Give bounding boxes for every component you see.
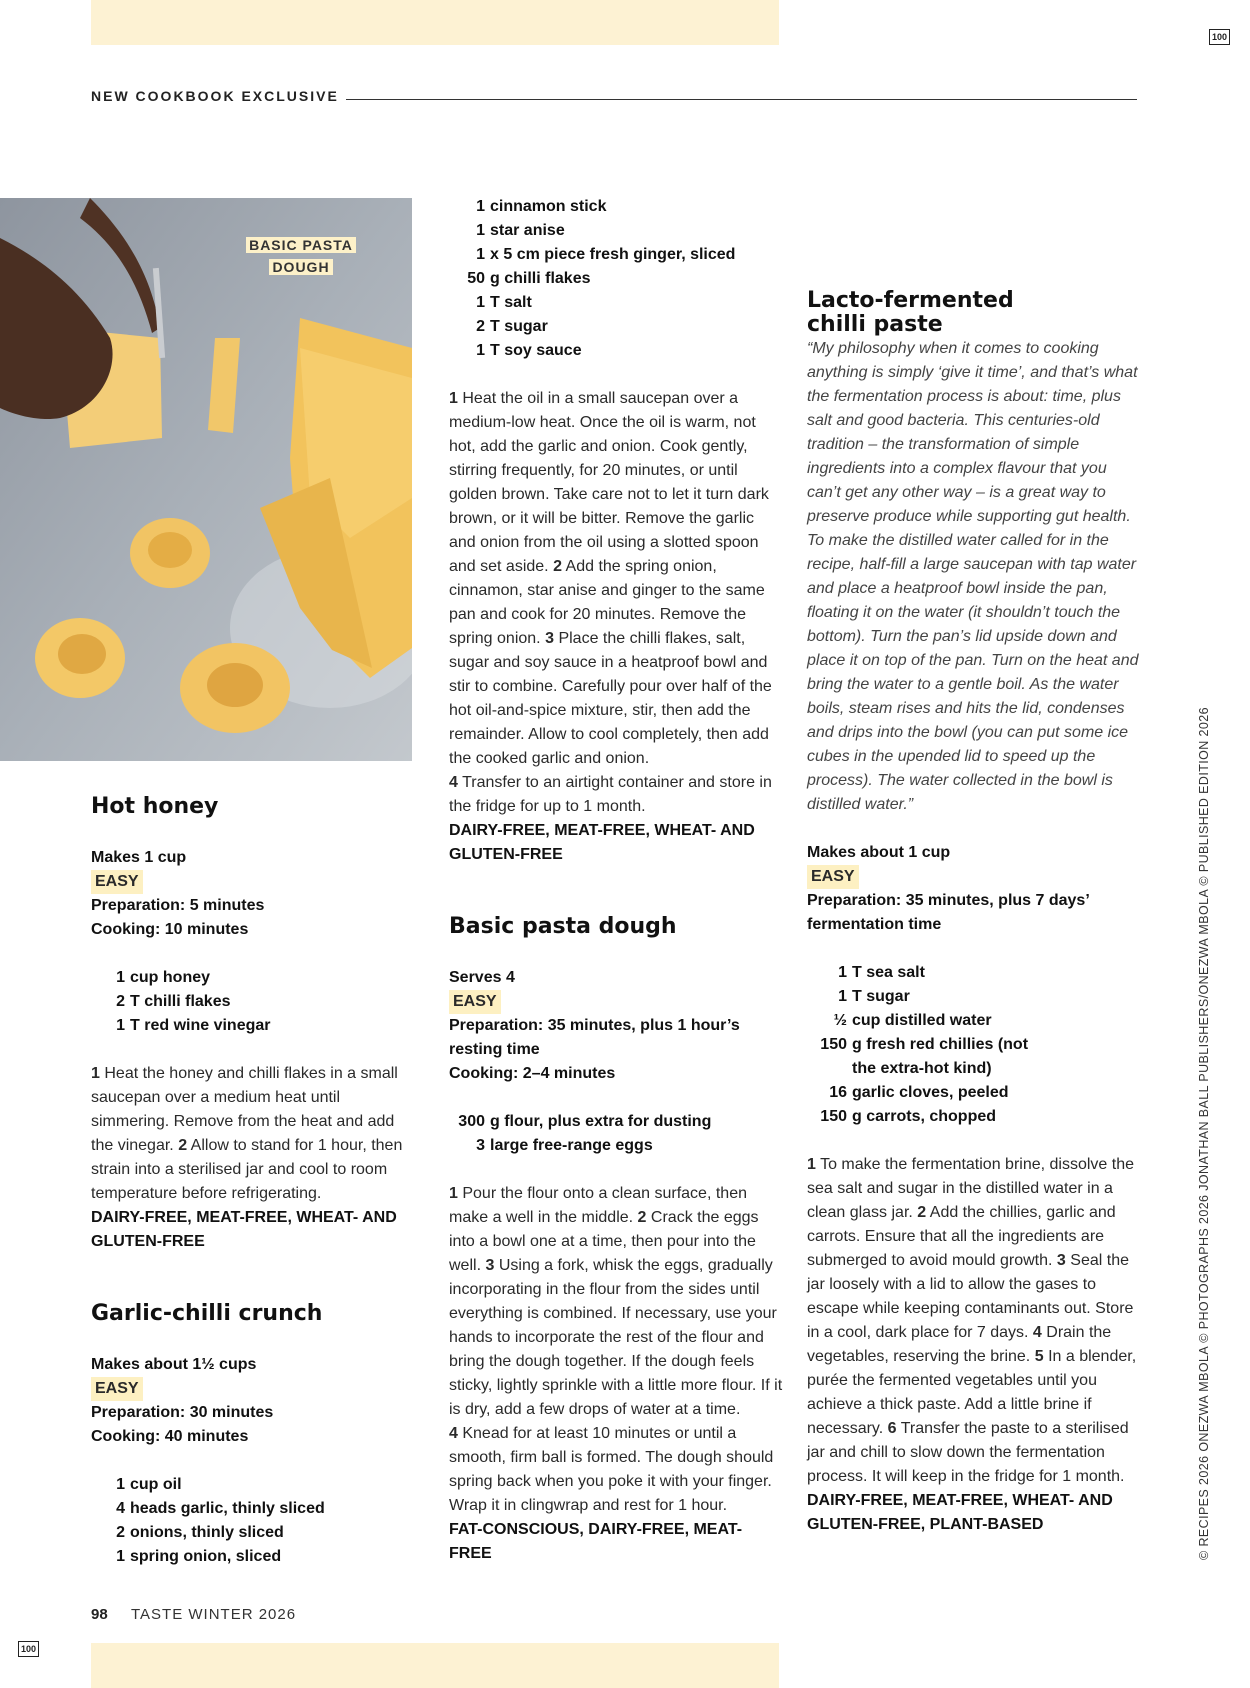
ingredient-item: 1 cup oil bbox=[116, 1476, 182, 1493]
ingredient-item: 300 g flour, plus extra for dusting bbox=[458, 1113, 712, 1130]
recipe-title-pasta: Basic pasta dough bbox=[449, 914, 677, 939]
page-marker-bottom: 100 bbox=[18, 1641, 39, 1657]
dietary-tags: DAIRY-FREE, MEAT-FREE, WHEAT- AND GLUTEN-FREE, PLANT-BASED bbox=[807, 1492, 1113, 1533]
pasta-photo bbox=[0, 198, 412, 761]
ingredient-item: 2 T chilli flakes bbox=[116, 993, 231, 1010]
ingredient-list bbox=[91, 1473, 411, 1569]
ingredient-item: 1 T soy sauce bbox=[476, 342, 582, 359]
yield: Makes about 1½ cups bbox=[91, 1356, 257, 1373]
method-text: 1 To make the fermentation brine, dissolve the sea salt and sugar in the distilled water in a clean glass jar. 2 Add the chillies, garlic and carrots. Ensure that all the ingredients are submerged to avoid mould growth. 3 Seal the jar loosely with a lid to allow the gases to escape while keeping contaminants out. Store in a cool, dark place for 7 days. 4 Drain the vegetables, reserving the brine. 5 In a blender, purée the fermented vegetables until you achieve a thick paste. Add a little brine if necessary. 6 Transfer the paste to a sterilised jar and chill to slow down the fermentation process. It will keep in the fridge for 1 month. bbox=[807, 1156, 1137, 1485]
header-rule bbox=[346, 99, 1137, 100]
ingredient-list bbox=[449, 1110, 784, 1158]
method-text: 1 Heat the honey and chilli flakes in a small saucepan over a medium heat until simmering. Remove from the heat and add the vinegar. 2 Allow to stand for 1 hour, then strain into a sterilised jar and cool to room temperature before refrigerating. bbox=[91, 1065, 403, 1202]
ingredient-item: 150 g fresh red chillies (not the extra-hot kind) bbox=[820, 1036, 1029, 1077]
cook-time: Cooking: 40 minutes bbox=[91, 1428, 249, 1445]
ingredient-list-continued bbox=[449, 195, 784, 363]
difficulty-badge: EASY bbox=[449, 990, 501, 1014]
cook-time: Cooking: 10 minutes bbox=[91, 921, 249, 938]
prep-time: Preparation: 35 minutes, plus 1 hour’s resting time bbox=[449, 1017, 740, 1058]
ingredient-item: 1 T red wine vinegar bbox=[116, 1017, 271, 1034]
ingredient-item: 1 T sugar bbox=[838, 988, 910, 1005]
recipe-title-hot-honey: Hot honey bbox=[91, 794, 219, 819]
dietary-tags: DAIRY-FREE, MEAT-FREE, WHEAT- AND GLUTEN-FREE bbox=[91, 1209, 397, 1250]
ingredient-item: ½ cup distilled water bbox=[833, 1012, 992, 1029]
ingredient-item: 1 T sea salt bbox=[838, 964, 925, 981]
ingredient-item: 1 x 5 cm piece fresh ginger, sliced bbox=[476, 246, 736, 263]
ingredient-list bbox=[807, 961, 1142, 1129]
ingredient-item: 4 heads garlic, thinly sliced bbox=[116, 1500, 325, 1517]
ingredient-item: 1 spring onion, sliced bbox=[116, 1548, 282, 1565]
photo-caption: BASIC PASTA DOUGH bbox=[246, 234, 356, 278]
section-header: NEW COOKBOOK EXCLUSIVE bbox=[91, 88, 339, 104]
page-marker-top: 100 bbox=[1209, 29, 1230, 45]
method-text: 1 Heat the oil in a small saucepan over a medium-low heat. Once the oil is warm, not hot, add the garlic and onion. Cook gently, stirring frequently, for 20 minutes, or until golden brown. Take care not to let it turn dark brown, or it will be bitter. Remove the garlic and onion from the oil using a slotted spoon and set aside. 2 Add the spring onion, cinnamon, star anise and ginger to the same pan and cook for 20 minutes. Remove the spring onion. 3 Place the chilli flakes, salt, sugar and soy sauce in a heatproof bowl and stir to combine. Carefully pour over half of the hot oil-and-spice mixture, stir, then add the remainder. Allow to cool completely, then add the cooked garlic and onion. 4 Transfer to an airtight container and store in the fridge for up to 1 month. bbox=[449, 390, 772, 815]
prep-time: Preparation: 30 minutes bbox=[91, 1404, 274, 1421]
ingredient-item: 1 T salt bbox=[476, 294, 532, 311]
ingredient-item: 50 g chilli flakes bbox=[467, 270, 591, 287]
cook-time: Cooking: 2–4 minutes bbox=[449, 1065, 616, 1082]
ingredient-item: 3 large free-range eggs bbox=[476, 1137, 653, 1154]
ingredient-item: 150 g carrots, chopped bbox=[820, 1108, 997, 1125]
recipe-intro: “My philosophy when it comes to cooking anything is simply ‘give it time’, and that’s what the fermentation process is about: time, plus salt and good bacteria. This centuries-old tradition – the transformation of simple ingredients into a complex flavour that you can’t get any other way – is a great way to preserve produce while supporting gut health. To make the distilled water called for in the recipe, half-fill a large saucepan with tap water and place a heatproof bowl inside the pan, floating it on the water (it shouldn’t touch the bottom). Turn the pan’s lid upside down and place it on top of the pan. Turn on the heat and bring the water to a gentle boil. As the water boils, steam rises and hits the lid, condenses and drips into the bowl (you can put some ice cubes in the upended lid to speed up the process). The water collected in the bowl is distilled water.” bbox=[807, 340, 1139, 813]
dietary-tags: DAIRY-FREE, MEAT-FREE, WHEAT- AND GLUTEN-FREE bbox=[449, 822, 755, 863]
yield: Makes about 1 cup bbox=[807, 844, 951, 861]
ingredient-item: 1 cinnamon stick bbox=[476, 198, 607, 215]
yield: Serves 4 bbox=[449, 969, 515, 986]
magazine-issue: TASTE WINTER 2026 bbox=[131, 1606, 297, 1623]
dietary-tags: FAT-CONSCIOUS, DAIRY-FREE, MEAT-FREE bbox=[449, 1521, 743, 1562]
column-middle bbox=[449, 195, 784, 1566]
column-left bbox=[91, 795, 411, 1569]
page-number: 98 bbox=[91, 1606, 108, 1623]
column-right bbox=[807, 289, 1142, 1537]
recipe-title-chilli-paste: Lacto-fermented chilli paste bbox=[807, 288, 1014, 337]
bottom-accent-bar bbox=[91, 1643, 779, 1688]
prep-time: Preparation: 5 minutes bbox=[91, 897, 265, 914]
ingredient-item: 2 T sugar bbox=[476, 318, 548, 335]
top-accent-bar bbox=[91, 0, 779, 45]
ingredient-item: 16 garlic cloves, peeled bbox=[829, 1084, 1009, 1101]
ingredient-item: 1 cup honey bbox=[116, 969, 211, 986]
difficulty-badge: EASY bbox=[91, 870, 143, 894]
ingredient-list bbox=[91, 966, 411, 1038]
yield: Makes 1 cup bbox=[91, 849, 187, 866]
ingredient-item: 1 star anise bbox=[476, 222, 565, 239]
prep-time: Preparation: 35 minutes, plus 7 days’ fermentation time bbox=[807, 892, 1089, 933]
ingredient-item: 2 onions, thinly sliced bbox=[116, 1524, 284, 1541]
difficulty-badge: EASY bbox=[91, 1377, 143, 1401]
method-text: 1 Pour the flour onto a clean surface, then make a well in the middle. 2 Crack the eggs into a bowl one at a time, then pour into the well. 3 Using a fork, whisk the eggs, gradually incorporating in the flour from the sides until everything is combined. If necessary, use your hands to incorporate the rest of the flour and bring the dough together. If the dough feels sticky, lightly sprinkle with a little more flour. If it is dry, add a few drops of water at a time. 4 Knead for at least 10 minutes or until a smooth, firm ball is formed. The dough should spring back when you poke it with your finger. Wrap it in clingwrap and rest for 1 hour. bbox=[449, 1185, 783, 1514]
difficulty-badge: EASY bbox=[807, 865, 859, 889]
recipe-title-garlic-chilli: Garlic-chilli crunch bbox=[91, 1301, 323, 1326]
copyright-credit: © RECIPES 2026 ONEZWA MBOLA © PHOTOGRAPHS 2026 JONATHAN BALL PUBLISHERS/ONEZWA MBOLA © PUBLISHED EDITION 2026 bbox=[1197, 707, 1211, 1560]
